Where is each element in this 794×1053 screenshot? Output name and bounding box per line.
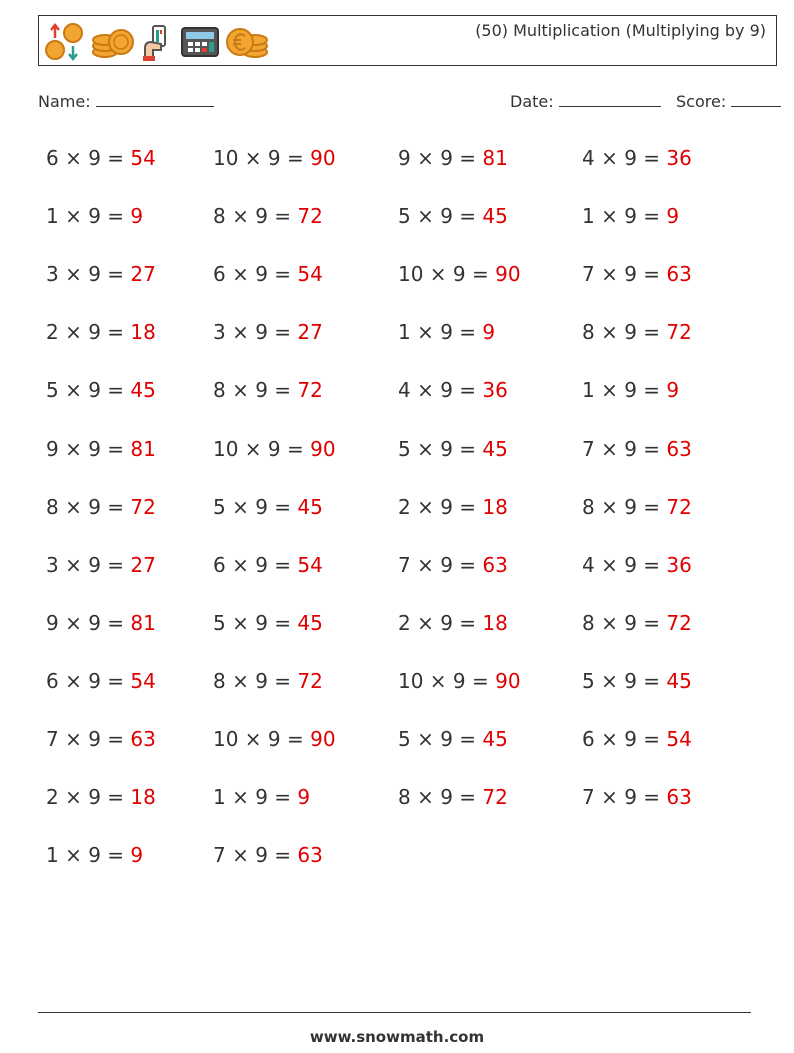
problem-answer: 90 xyxy=(495,668,521,693)
problem-question: 7 × 9 = xyxy=(213,843,298,868)
problem-question: 8 × 9 = xyxy=(582,494,667,519)
problem-answer: 81 xyxy=(482,146,508,170)
problem-item xyxy=(213,320,323,344)
problem-item xyxy=(582,669,692,693)
problem-answer: 72 xyxy=(666,610,692,635)
problem-item xyxy=(582,727,692,751)
problem-item xyxy=(398,262,521,286)
problem-item xyxy=(46,320,156,344)
problem-answer: 9 xyxy=(666,204,680,229)
problem-question: 4 × 9 = xyxy=(582,552,667,577)
problem-question: 1 × 9 = xyxy=(46,843,131,868)
problem-item xyxy=(46,611,156,635)
problem-item xyxy=(213,204,323,228)
problem-answer: 54 xyxy=(297,552,323,577)
problem-question: 6 × 9 = xyxy=(46,668,131,693)
problem-answer: 9 xyxy=(297,785,311,810)
problem-answer: 9 xyxy=(482,320,496,345)
problem-answer: 72 xyxy=(482,785,508,810)
problem-item xyxy=(582,262,692,286)
problem-item xyxy=(582,146,692,170)
problem-question: 9 × 9 = xyxy=(46,610,131,635)
worksheet-header xyxy=(38,15,777,66)
problem-question: 7 × 9 = xyxy=(582,785,667,810)
problem-answer: 45 xyxy=(666,668,692,693)
problem-item xyxy=(46,843,143,867)
header-icons xyxy=(43,22,269,62)
problem-answer: 9 xyxy=(130,204,144,229)
problem-item xyxy=(213,262,323,286)
card-payment-icon xyxy=(139,22,175,62)
problem-question: 1 × 9 = xyxy=(46,204,131,229)
problem-item xyxy=(398,437,508,461)
problem-answer: 18 xyxy=(482,494,508,519)
problem-question: 10 × 9 = xyxy=(398,262,496,287)
problem-answer: 63 xyxy=(666,785,692,810)
problem-question: 10 × 9 = xyxy=(398,668,496,693)
problem-item xyxy=(398,727,508,751)
problem-answer: 90 xyxy=(310,146,336,170)
problem-question: 4 × 9 = xyxy=(398,378,483,403)
problem-item xyxy=(582,204,679,228)
problem-item xyxy=(582,611,692,635)
problem-answer: 45 xyxy=(297,494,323,519)
problem-question: 7 × 9 = xyxy=(46,727,131,751)
problem-answer: 72 xyxy=(666,320,692,345)
date-line xyxy=(559,92,661,107)
name-label: Name: xyxy=(38,92,91,111)
worksheet-title: (50) Multiplication (Multiplying by 9) xyxy=(475,21,766,40)
problem-question: 3 × 9 = xyxy=(46,262,131,287)
problem-question: 6 × 9 = xyxy=(582,727,667,751)
problem-answer: 54 xyxy=(666,727,692,751)
problem-item xyxy=(46,553,156,577)
problem-answer: 72 xyxy=(666,494,692,519)
date-label: Date: xyxy=(510,92,554,111)
problem-answer: 45 xyxy=(482,727,508,751)
problem-question: 5 × 9 = xyxy=(213,494,298,519)
problem-question: 6 × 9 = xyxy=(46,146,131,170)
problem-item xyxy=(46,204,143,228)
footer-divider xyxy=(38,1012,751,1013)
problem-answer: 63 xyxy=(482,552,508,577)
problem-answer: 72 xyxy=(297,378,323,403)
problem-item xyxy=(46,785,156,809)
problem-answer: 9 xyxy=(666,378,680,403)
problem-answer: 9 xyxy=(130,843,144,868)
problem-answer: 27 xyxy=(297,320,323,345)
problem-item xyxy=(398,204,508,228)
problem-question: 2 × 9 = xyxy=(398,494,483,519)
problem-question: 9 × 9 = xyxy=(398,146,483,170)
problem-question: 3 × 9 = xyxy=(213,320,298,345)
problem-question: 7 × 9 = xyxy=(582,436,667,461)
problem-question: 8 × 9 = xyxy=(213,668,298,693)
problem-question: 2 × 9 = xyxy=(398,610,483,635)
problem-item xyxy=(398,146,508,170)
problem-answer: 36 xyxy=(666,146,692,170)
problem-question: 9 × 9 = xyxy=(46,436,131,461)
problem-answer: 45 xyxy=(482,204,508,229)
problem-item xyxy=(46,727,156,751)
problem-question: 6 × 9 = xyxy=(213,552,298,577)
problem-item xyxy=(398,669,521,693)
problem-item xyxy=(398,611,508,635)
problem-item xyxy=(46,262,156,286)
problem-question: 5 × 9 = xyxy=(582,668,667,693)
problem-answer: 36 xyxy=(666,552,692,577)
problem-question: 8 × 9 = xyxy=(582,320,667,345)
problem-question: 1 × 9 = xyxy=(582,378,667,403)
problem-item xyxy=(398,785,508,809)
problem-answer: 45 xyxy=(297,610,323,635)
coin-exchange-icon xyxy=(43,22,87,62)
problem-item xyxy=(213,727,336,751)
problem-answer: 18 xyxy=(130,785,156,810)
problem-question: 2 × 9 = xyxy=(46,785,131,810)
problem-question: 10 × 9 = xyxy=(213,146,311,170)
problem-item xyxy=(213,495,323,519)
problem-question: 6 × 9 = xyxy=(213,262,298,287)
problem-answer: 72 xyxy=(297,668,323,693)
problem-question: 1 × 9 = xyxy=(213,785,298,810)
problem-item xyxy=(582,320,692,344)
coin-stack-icon xyxy=(91,22,135,62)
problem-question: 8 × 9 = xyxy=(398,785,483,810)
problem-answer: 27 xyxy=(130,552,156,577)
problem-item xyxy=(398,495,508,519)
problem-answer: 45 xyxy=(482,436,508,461)
problem-item xyxy=(213,146,336,170)
name-line xyxy=(96,92,214,107)
problem-question: 5 × 9 = xyxy=(398,727,483,751)
problem-question: 8 × 9 = xyxy=(46,494,131,519)
atm-icon xyxy=(179,22,221,62)
problem-answer: 90 xyxy=(310,727,336,751)
problem-answer: 63 xyxy=(666,262,692,287)
problem-item xyxy=(398,320,495,344)
problem-item xyxy=(582,437,692,461)
problem-question: 5 × 9 = xyxy=(398,436,483,461)
name-field xyxy=(38,92,214,111)
problem-question: 7 × 9 = xyxy=(582,262,667,287)
problem-answer: 54 xyxy=(297,262,323,287)
score-line xyxy=(731,92,781,107)
problem-answer: 36 xyxy=(482,378,508,403)
problem-question: 7 × 9 = xyxy=(398,552,483,577)
problem-item xyxy=(582,378,679,402)
problem-answer: 27 xyxy=(130,262,156,287)
problem-answer: 72 xyxy=(130,494,156,519)
problem-item xyxy=(398,378,508,402)
problem-question: 4 × 9 = xyxy=(582,146,667,170)
problem-answer: 81 xyxy=(130,436,156,461)
problem-item xyxy=(46,378,156,402)
problem-item xyxy=(213,437,336,461)
problem-question: 1 × 9 = xyxy=(398,320,483,345)
problem-item xyxy=(213,669,323,693)
problem-answer: 90 xyxy=(310,436,336,461)
problem-item xyxy=(213,611,323,635)
problem-item xyxy=(213,378,323,402)
problem-answer: 81 xyxy=(130,610,156,635)
problem-question: 5 × 9 = xyxy=(213,610,298,635)
problem-answer: 72 xyxy=(297,204,323,229)
problem-answer: 63 xyxy=(130,727,156,751)
score-label: Score: xyxy=(676,92,727,111)
problem-answer: 54 xyxy=(130,146,156,170)
problem-item xyxy=(213,785,310,809)
problem-answer: 18 xyxy=(130,320,156,345)
euro-coin-stack-icon xyxy=(225,22,269,62)
problem-question: 5 × 9 = xyxy=(398,204,483,229)
problem-answer: 18 xyxy=(482,610,508,635)
date-score-fields xyxy=(510,92,781,111)
problem-question: 1 × 9 = xyxy=(582,204,667,229)
problem-item xyxy=(582,785,692,809)
problem-question: 3 × 9 = xyxy=(46,552,131,577)
problem-item xyxy=(582,553,692,577)
problem-item xyxy=(398,553,508,577)
problem-question: 8 × 9 = xyxy=(213,378,298,403)
problem-question: 8 × 9 = xyxy=(582,610,667,635)
problem-answer: 63 xyxy=(666,436,692,461)
problem-item xyxy=(213,553,323,577)
problem-item xyxy=(46,146,156,170)
problem-item xyxy=(46,669,156,693)
problem-answer: 45 xyxy=(130,378,156,403)
problem-answer: 90 xyxy=(495,262,521,287)
problem-question: 8 × 9 = xyxy=(213,204,298,229)
problem-question: 2 × 9 = xyxy=(46,320,131,345)
problem-answer: 54 xyxy=(130,668,156,693)
problem-answer: 63 xyxy=(297,843,323,868)
footer-site: www.snowmath.com xyxy=(309,1028,485,1046)
problem-item xyxy=(213,843,323,867)
problem-question: 5 × 9 = xyxy=(46,378,131,403)
problem-item xyxy=(46,437,156,461)
problem-item xyxy=(46,495,156,519)
problem-question: 10 × 9 = xyxy=(213,727,311,751)
problem-question: 10 × 9 = xyxy=(213,436,311,461)
problem-item xyxy=(582,495,692,519)
